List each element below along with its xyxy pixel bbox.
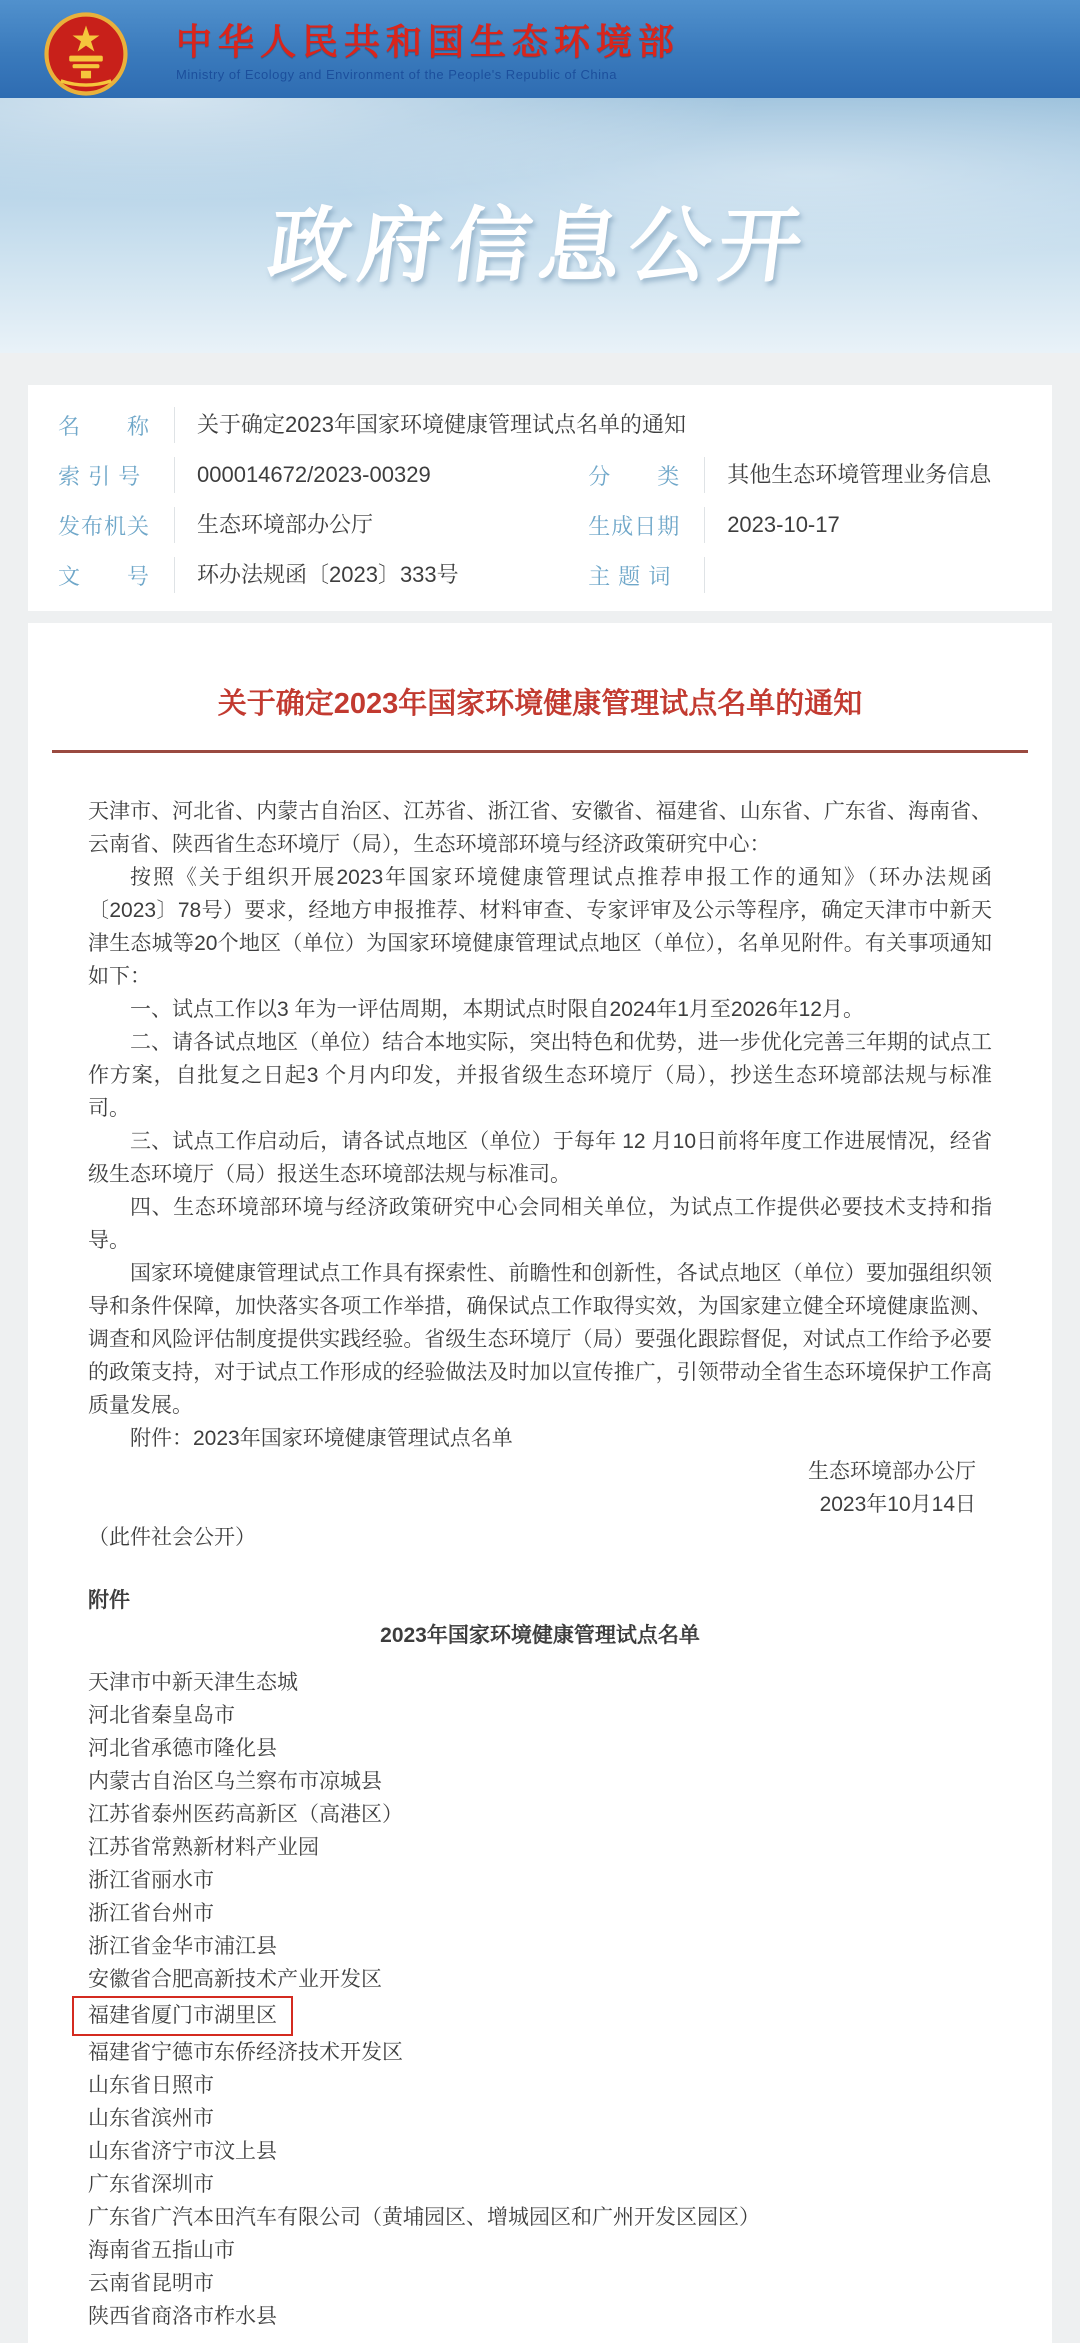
- paragraph-item-3: 三、试点工作启动后，请各试点地区（单位）于每年 12 月10日前将年度工作进展情况，经省级生态环境厅（局）报送生态环境部法规与标准司。: [88, 1130, 992, 1187]
- list-item: 广东省广汽本田汽车有限公司（黄埔园区、增城园区和广州开发区园区）: [88, 2206, 760, 2230]
- list-item: 广东省深圳市: [88, 2173, 214, 2197]
- meta-value-name: 关于确定2023年国家环境健康管理试点名单的通知: [174, 407, 1022, 443]
- meta-value-issuer: 生态环境部办公厅: [174, 507, 588, 543]
- document-meta-card: [28, 385, 1052, 611]
- appendix-section: [28, 1584, 1052, 2333]
- list-item: 山东省济宁市汶上县: [88, 2140, 277, 2164]
- list-item: 云南省昆明市: [88, 2272, 214, 2296]
- meta-value-doc-no: 环办法规函〔2023〕333号: [174, 557, 588, 593]
- meta-value-keywords: [704, 557, 1022, 593]
- meta-label-doc-no: 文 号: [58, 564, 151, 589]
- meta-label-name: 名 称: [58, 414, 151, 439]
- signature-office: 生态环境部办公厅: [808, 1460, 976, 1484]
- appendix-label: 附件: [88, 1589, 130, 1613]
- meta-row-index-category: [28, 451, 1052, 501]
- meta-label-gen-date: 生成日期: [588, 514, 681, 539]
- attachment-note: 附件：2023年国家环境健康管理试点名单: [130, 1427, 513, 1451]
- signature-date: 2023年10月14日: [819, 1493, 976, 1517]
- paragraph-closing: 国家环境健康管理试点工作具有探索性、前瞻性和创新性，各试点地区（单位）要加强组织领导和条件保障，加快落实各项工作举措，确保试点工作取得实效，为国家建立健全环境健康监测、调查和风险评估制度提供实践经验。省级生态环境厅（局）要强化跟踪督促，对试点工作给予必要的政策支持，对于试点工作形成的经验做法及时加以宣传推广，引领带动全省生态环境保护工作高质量发展。: [88, 1262, 992, 1418]
- list-item: 陕西省商洛市柞水县: [88, 2305, 277, 2329]
- list-item: 河北省承德市隆化县: [88, 1737, 277, 1761]
- meta-label-keywords: 主 题 词: [588, 564, 672, 589]
- pilot-list: [88, 1666, 992, 2333]
- list-item: 江苏省泰州医药高新区（高港区）: [88, 1803, 403, 1827]
- meta-label-issuer: 发布机关: [58, 514, 151, 539]
- national-emblem-icon: [44, 12, 128, 96]
- gov-info-banner: [0, 98, 1080, 353]
- list-item: 福建省宁德市东侨经济技术开发区: [88, 2041, 403, 2065]
- meta-value-category: 其他生态环境管理业务信息: [704, 457, 1022, 493]
- title-divider: [52, 750, 1028, 753]
- list-item: 江苏省常熟新材料产业园: [88, 1836, 319, 1860]
- ministry-name-en: Ministry of Ecology and Environment of the People's Republic of China: [176, 66, 617, 82]
- list-item: 天津市中新天津生态城: [88, 1671, 298, 1695]
- list-item: 河北省秦皇岛市: [88, 1704, 235, 1728]
- site-header: [0, 0, 1080, 98]
- list-item: 山东省滨州市: [88, 2107, 214, 2131]
- meta-value-gen-date: 2023-10-17: [704, 507, 1022, 543]
- appendix-title: 2023年国家环境健康管理试点名单: [380, 1624, 700, 1648]
- page-main: [0, 353, 1080, 2343]
- list-item: 安徽省合肥高新技术产业开发区: [88, 1968, 382, 1992]
- list-item: 浙江省金华市浦江县: [88, 1935, 277, 1959]
- list-item-highlighted: [88, 1996, 992, 2036]
- paragraph-item-4: 四、生态环境部环境与经济政策研究中心会同相关单位，为试点工作提供必要技术支持和指导。: [88, 1196, 992, 1253]
- document-title: 关于确定2023年国家环境健康管理试点名单的通知: [217, 688, 863, 721]
- document-body-card: [28, 623, 1052, 2343]
- paragraph-intro: 按照《关于组织开展2023年国家环境健康管理试点推荐申报工作的通知》（环办法规函〔2023〕78号）要求，经地方申报推荐、材料审查、专家评审及公示等程序，确定天津市中新天津生态城等20个地区（单位）为国家环境健康管理试点地区（单位），名单见附件。有关事项通知如下：: [88, 866, 992, 989]
- paragraph-item-1: 一、试点工作以3 年为一评估周期，本期试点时限自2024年1月至2026年12月。: [130, 998, 864, 1022]
- meta-row-name: [28, 401, 1052, 451]
- meta-label-index-no: 索 引 号: [58, 464, 142, 489]
- public-disclosure-note: （此件社会公开）: [88, 1526, 256, 1550]
- list-item: 海南省五指山市: [88, 2239, 235, 2263]
- document-text: [28, 795, 1052, 1554]
- meta-label-category: 分 类: [588, 464, 681, 489]
- meta-row-issuer-date: [28, 501, 1052, 551]
- ministry-name-cn: 中华人民共和国生态环境部: [176, 20, 681, 62]
- list-item: 内蒙古自治区乌兰察布市凉城县: [88, 1770, 382, 1794]
- list-item: 浙江省台州市: [88, 1902, 214, 1926]
- list-item: 浙江省丽水市: [88, 1869, 214, 1893]
- meta-value-index-no: 000014672/2023-00329: [174, 457, 588, 493]
- highlight-box: 福建省厦门市湖里区: [72, 1996, 293, 2036]
- paragraph-item-2: 二、请各试点地区（单位）结合本地实际，突出特色和优势，进一步优化完善三年期的试点工作方案，自批复之日起3 个月内印发，并报省级生态环境厅（局），抄送生态环境部法规与标准司。: [88, 1031, 992, 1121]
- ministry-title-block: [176, 17, 680, 82]
- meta-row-docno-keywords: [28, 551, 1052, 601]
- paragraph-salutation: 天津市、河北省、内蒙古自治区、江苏省、浙江省、安徽省、福建省、山东省、广东省、海南省、云南省、陕西省生态环境厅（局），生态环境部环境与经济政策研究中心：: [88, 800, 992, 857]
- banner-title: 政府信息公开: [263, 201, 815, 292]
- list-item: 山东省日照市: [88, 2074, 214, 2098]
